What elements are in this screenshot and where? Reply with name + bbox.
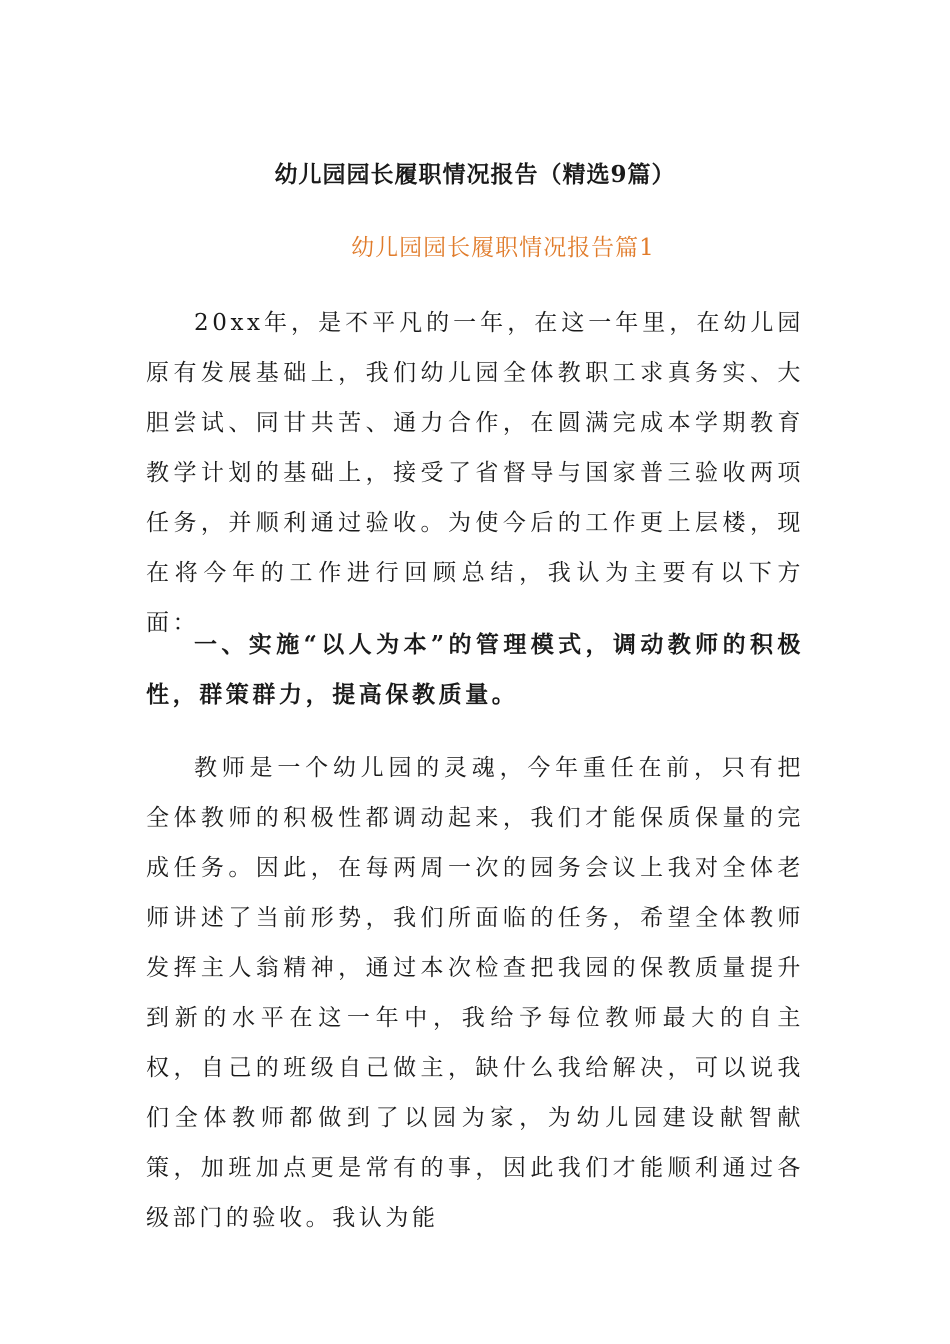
document-title: 幼儿园园长履职情况报告（精选9篇） bbox=[274, 161, 676, 188]
section-title: 幼儿园园长履职情况报告篇1 bbox=[351, 235, 655, 261]
body-paragraph-1: 20xx年，是不平凡的一年，在这一年里，在幼儿园原有发展基础上，我们幼儿园全体教职工求真务实、大胆尝试、同甘共苦、通力合作，在圆满完成本学期教育教学计划的基础上，接受了省督导与国家普三验收两项任务，并顺利通过验收。为使今后的工作更上层楼，现在将今年的工作进行回顾总结，我认为主要有以下方面： bbox=[146, 310, 804, 636]
section-heading-1: 一、实施“以人为本”的管理模式，调动教师的积极性，群策群力，提高保教质量。 bbox=[146, 631, 804, 708]
body-paragraph-2: 教师是一个幼儿园的灵魂，今年重任在前，只有把全体教师的积极性都调动起来，我们才能保质保量的完成任务。因此，在每两周一次的园务会议上我对全体老师讲述了当前形势，我们所面临的任务，希望全体教师发挥主人翁精神，通过本次检查把我园的保教质量提升到新的水平在这一年中，我给予每位教师最大的自主权，自己的班级自己做主，缺什么我给解决，可以说我们全体教师都做到了以园为家，为幼儿园建设献智献策，加班加点更是常有的事，因此我们才能顺利通过各级部门的验收。我认为能 bbox=[146, 755, 804, 1231]
